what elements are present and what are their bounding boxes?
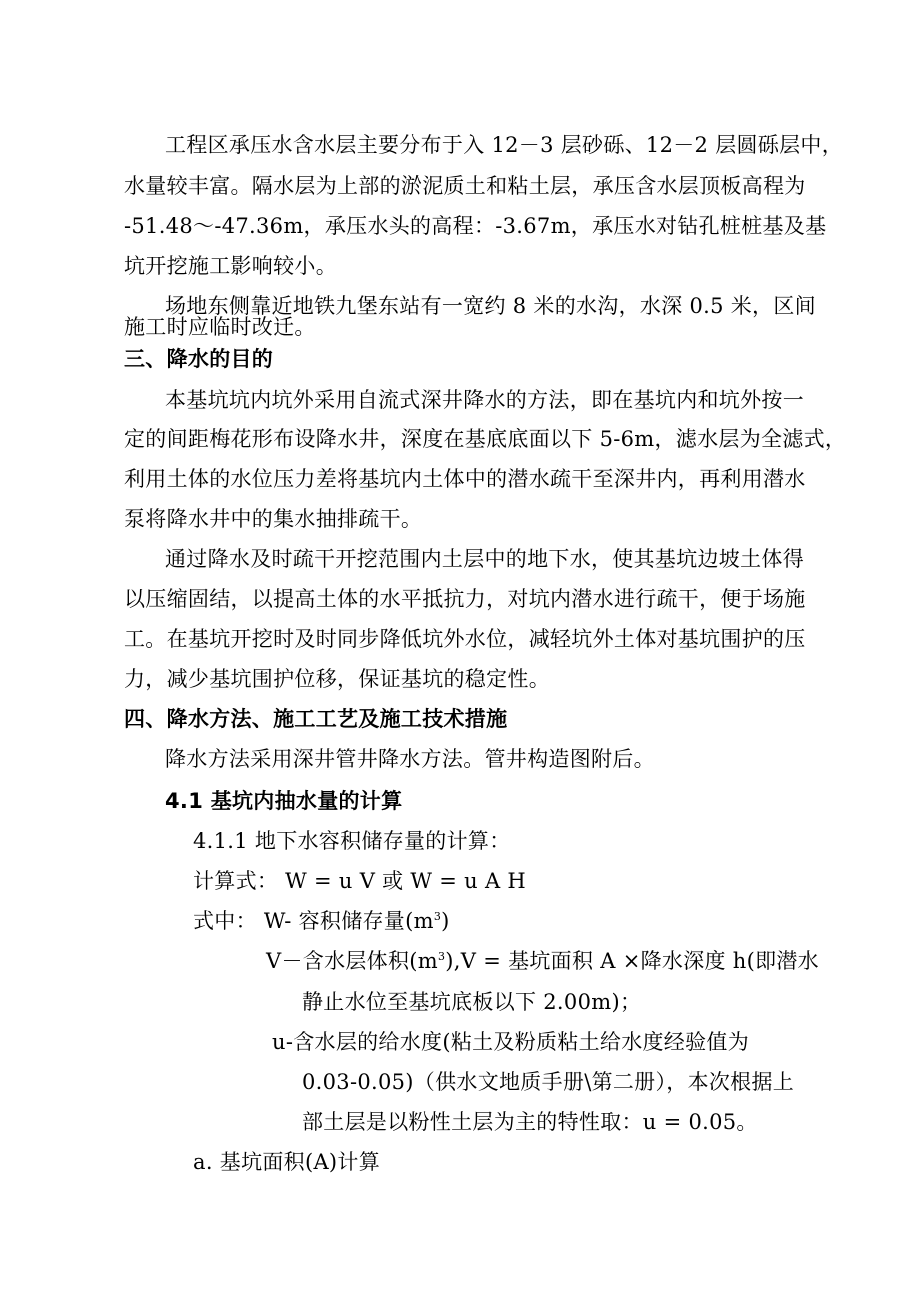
- heading-dewatering-methods: 四、降水方法、施工工艺及施工技术措施: [124, 707, 508, 731]
- superscript-3: 3: [437, 950, 446, 963]
- paragraph-purpose-line-1: 本基坑坑内坑外采用自流式深井降水的方法，即在基坑内和坑外按一: [165, 388, 804, 412]
- paragraph-ditch-line-2: 施工时应临时改迁。: [124, 315, 316, 339]
- paragraph-method: 降水方法采用深井管井降水方法。管井构造图附后。: [165, 747, 655, 771]
- item-a-foundation-area: a. 基坑面积(A)计算: [193, 1150, 381, 1174]
- paragraph-purpose-line-4: 泵将降水井中的集水抽排疏干。: [124, 507, 423, 531]
- section-4-1-title: 4.1 基坑内抽水量的计算: [165, 789, 403, 813]
- paragraph-drain-line-2: 以压缩固结，以提高土体的水平抵抗力，对坑内潜水进行疏干，便于场施: [124, 587, 806, 611]
- definition-u-line-1: u-含水层的给水度(粘土及粉质粘土给水度经验值为: [272, 1030, 750, 1054]
- paragraph-aquifer-line-1: 工程区承压水含水层主要分布于入 12－3 层砂砾、12－2 层圆砾层中，: [165, 133, 843, 157]
- definition-u-line-3: 部土层是以粉性土层为主的特性取：u = 0.05。: [302, 1110, 758, 1134]
- definition-w: [193, 908, 450, 934]
- definition-w-text: 式中： W- 容积储存量(m: [193, 909, 434, 933]
- paragraph-aquifer-line-3: -51.48～-47.36m，承压水头的高程：-3.67m，承压水对钻孔桩桩基及基: [124, 214, 827, 238]
- paragraph-aquifer-line-2: 水量较丰富。隔水层为上部的淤泥质土和粘土层，承压含水层顶板高程为: [124, 174, 806, 198]
- paragraph-drain-line-1: 通过降水及时疏干开挖范围内土层中的地下水，使其基坑边坡土体得: [165, 547, 804, 571]
- definition-u-line-2: 0.03-0.05)（供水文地质手册\第二册），本次根据上: [302, 1070, 795, 1094]
- heading-dewatering-purpose: 三、降水的目的: [124, 347, 274, 371]
- section-4-1-1-title: 4.1.1 地下水容积储存量的计算：: [193, 829, 511, 853]
- paragraph-ditch-line-1: 场地东侧靠近地铁九堡东站有一宽约 8 米的水沟，水深 0.5 米，区间: [165, 294, 816, 318]
- definition-v-line-1: [266, 948, 819, 974]
- paragraph-drain-line-3: 工。在基坑开挖时及时同步降低坑外水位，减轻坑外土体对基坑围护的压: [124, 627, 806, 651]
- paragraph-purpose-line-2: 定的间距梅花形布设降水井，深度在基底底面以下 5-6m，滤水层为全滤式，: [124, 427, 847, 451]
- paragraph-purpose-line-3: 利用土体的水位压力差将基坑内土体中的潜水疏干至深井内，再利用潜水: [124, 467, 806, 491]
- definition-v-line-2: 静止水位至基坑底板以下 2.00m)；: [302, 990, 642, 1014]
- formula-line: 计算式： W = u V 或 W = u A H: [193, 869, 527, 893]
- paragraph-aquifer-line-4: 坑开挖施工影响较小。: [124, 254, 337, 278]
- definition-w-close: ): [441, 909, 450, 933]
- superscript-3: 3: [433, 910, 442, 923]
- paragraph-drain-line-4: 力，减少基坑围护位移，保证基坑的稳定性。: [124, 667, 550, 691]
- definition-v-text: V－含水层体积(m: [266, 949, 438, 973]
- definition-v-rest: ),V = 基坑面积 A ×降水深度 h(即潜水: [445, 949, 819, 973]
